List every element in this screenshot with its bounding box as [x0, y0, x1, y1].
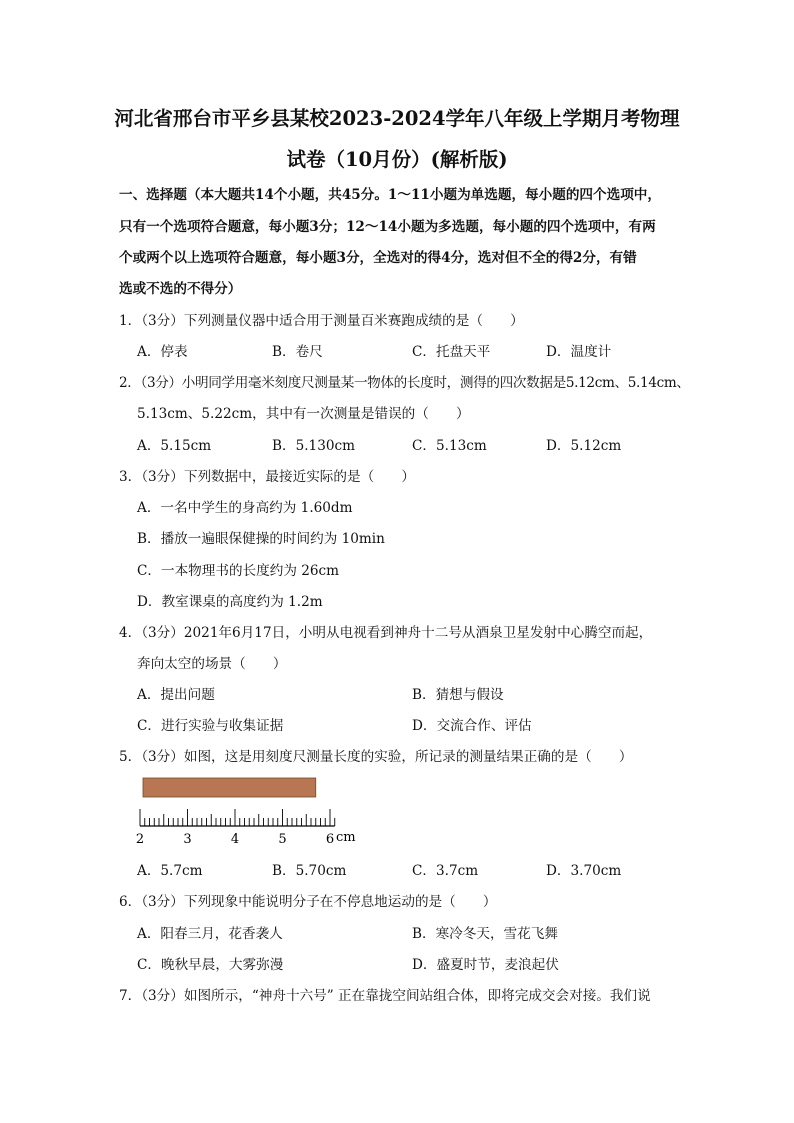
question-4-option-a[interactable]: A．提出问题: [137, 687, 215, 703]
ruler-tick-label: 3: [183, 832, 192, 847]
question-5-option-a[interactable]: A．5.7cm: [137, 863, 203, 879]
section-heading-line1: 一、选择题（本大题共14个小题，共45分。1～11小题为单选题，每小题的四个选项中，: [119, 187, 661, 203]
question-2-option-a[interactable]: A．5.15cm: [137, 438, 212, 454]
question-6-stem: 6．（3分）下列现象中能说明分子在不停息地运动的是（ ）: [119, 894, 497, 910]
ruler-tick-label: 6: [325, 832, 335, 847]
ruler-unit-label: cm: [336, 830, 356, 845]
question-5-option-b[interactable]: B．5.70cm: [272, 863, 347, 879]
question-5-option-d[interactable]: D．3.70cm: [546, 863, 622, 879]
question-3-option-d[interactable]: D．教室课桌的高度约为 1.2m: [137, 594, 323, 610]
question-2-option-d[interactable]: D．5.12cm: [546, 438, 622, 454]
question-1-option-a[interactable]: A．停表: [137, 344, 188, 360]
question-6-option-d[interactable]: D．盛夏时节，麦浪起伏: [412, 957, 559, 973]
section-heading-line4: 选或不选的不得分）: [119, 281, 242, 297]
question-6-option-c[interactable]: C．晚秋早晨，大雾弥漫: [137, 957, 284, 973]
section-heading-line3: 个或两个以上选项符合题意，每小题3分，全选对的得4分，选对但不全的得2分，有错: [119, 250, 637, 266]
question-4-stem-line2: 奔向太空的场景（ ）: [137, 656, 287, 672]
question-1-option-b[interactable]: B．卷尺: [272, 344, 323, 360]
question-6-option-b[interactable]: B．寒冷冬天，雪花飞舞: [412, 926, 558, 942]
ruler-tick-label: 5: [278, 832, 287, 847]
question-3-option-c[interactable]: C．一本物理书的长度约为 26cm: [137, 563, 340, 579]
question-5-option-c[interactable]: C．3.7cm: [412, 863, 479, 879]
question-4-option-b[interactable]: B．猜想与假设: [412, 687, 504, 703]
question-6-option-a[interactable]: A．阳春三月，花香袭人: [137, 926, 283, 942]
measured-object: [143, 778, 316, 797]
question-2-stem-line1: 2．（3分）小明同学用毫米刻度尺测量某一物体的长度时，测得的四次数据是5.12cm、5.14cm、: [119, 375, 690, 391]
section-heading-line2: 只有一个选项符合题意，每小题3分；12～14小题为多选题，每小题的四个选项中，有两: [119, 219, 656, 235]
question-3-option-a[interactable]: A．一名中学生的身高约为 1.60dm: [137, 500, 353, 516]
question-1-option-c[interactable]: C．托盘天平: [412, 344, 491, 360]
page-title-line2: 试卷（10月份）(解析版): [286, 148, 508, 171]
ruler-figure: [130, 770, 370, 850]
question-4-option-c[interactable]: C．进行实验与收集证据: [137, 718, 284, 734]
question-2-option-c[interactable]: C．5.13cm: [412, 438, 487, 454]
question-7-stem: 7．（3分）如图所示，“神舟十六号” 正在靠拢空间站组合体，即将完成交会对接。我们说: [119, 988, 651, 1004]
question-1-option-d[interactable]: D．温度计: [546, 344, 612, 360]
page-title-line1: 河北省邢台市平乡县某校2023-2024学年八年级上学期月考物理: [114, 107, 680, 130]
ruler-tick-label: 2: [135, 832, 145, 847]
question-2-option-b[interactable]: B．5.130cm: [272, 438, 356, 454]
question-4-stem-line1: 4．（3分）2021年6月17日，小明从电视看到神舟十二号从酒泉卫星发射中心腾空而起，: [119, 625, 653, 641]
question-2-stem-line2: 5.13cm、5.22cm，其中有一次测量是错误的（ ）: [137, 406, 470, 422]
question-1-stem: 1．（3分）下列测量仪器中适合用于测量百米赛跑成绩的是（ ）: [119, 313, 524, 329]
question-4-option-d[interactable]: D．交流合作、评估: [412, 718, 532, 734]
question-3-stem: 3．（3分）下列数据中，最接近实际的是（ ）: [119, 469, 415, 485]
ruler-tick-label: 4: [230, 832, 240, 847]
question-3-option-b[interactable]: B．播放一遍眼保健操的时间约为 10min: [137, 531, 385, 547]
question-5-stem: 5．（3分）如图，这是用刻度尺测量长度的实验，所记录的测量结果正确的是（ ）: [119, 749, 633, 765]
